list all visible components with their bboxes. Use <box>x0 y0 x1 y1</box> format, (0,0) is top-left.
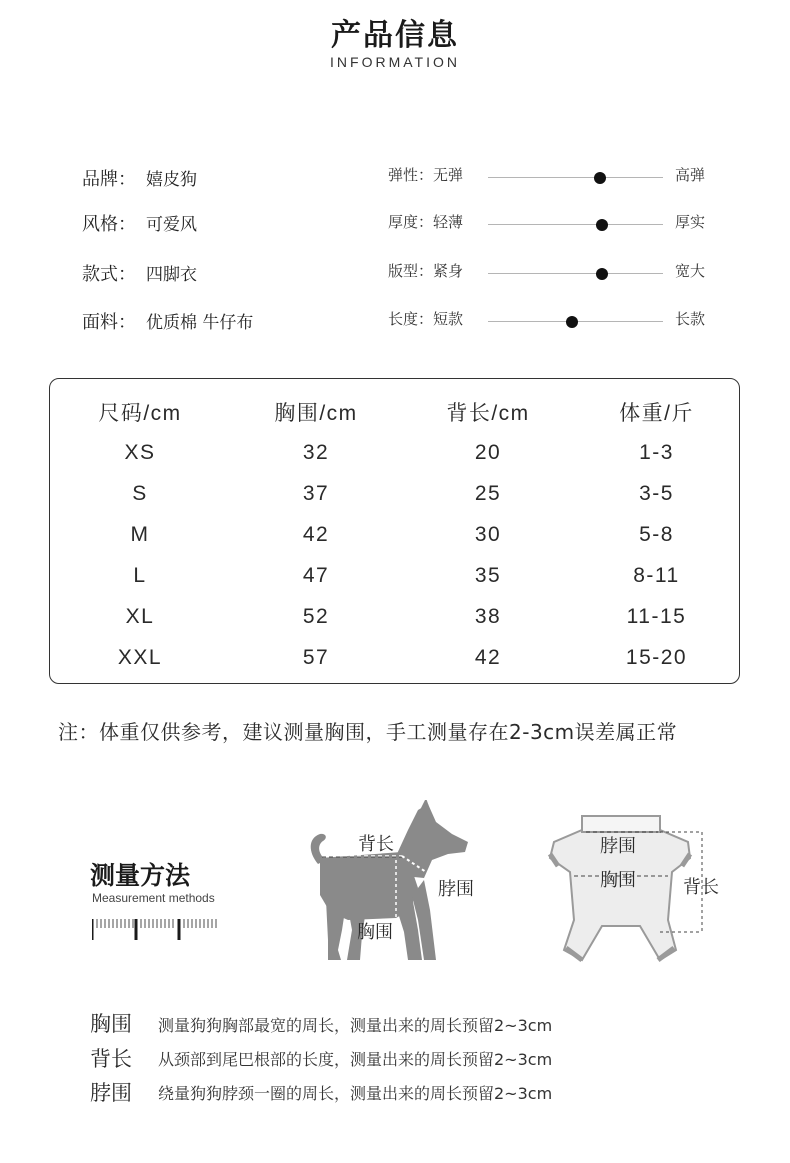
table-cell: 8-11 <box>633 563 680 587</box>
size-table-box <box>49 378 740 684</box>
table-cell: 1-3 <box>639 440 674 464</box>
attr-fabric <box>82 308 253 334</box>
size-table <box>50 391 739 678</box>
table-cell: M <box>130 522 150 546</box>
page-subtitle: INFORMATION <box>330 54 460 70</box>
desc-key: 脖围 <box>90 1081 132 1105</box>
scale-label: 长度：短款 <box>388 310 464 328</box>
attr-value: 四脚衣 <box>146 265 197 285</box>
table-cell: 3-5 <box>639 481 674 505</box>
desc-text: 从颈部到尾巴根部的长度，测量出来的周长预留2~3cm <box>158 1050 553 1069</box>
dog-back-label: 背长 <box>358 834 394 855</box>
attr-style <box>82 210 197 236</box>
scale-length <box>388 308 728 334</box>
scale-thickness <box>388 211 728 237</box>
method-subtitle: Measurement methods <box>92 891 215 905</box>
dog-chest-label: 胸围 <box>357 922 393 943</box>
desc-text: 测量狗狗胸部最宽的周长，测量出来的周长预留2~3cm <box>158 1016 553 1035</box>
table-cell: 47 <box>302 563 330 587</box>
table-header: 背长/cm <box>446 401 530 425</box>
attr-brand <box>82 165 197 191</box>
cloth-chest-label: 胸围 <box>600 870 636 891</box>
scale-line <box>488 177 663 178</box>
scale-line <box>488 273 663 274</box>
table-header: 胸围/cm <box>274 401 358 425</box>
table-row <box>50 555 739 596</box>
attr-key: 品牌： <box>82 169 136 190</box>
scale-dot <box>594 172 606 184</box>
table-cell: S <box>132 481 148 505</box>
table-cell: 42 <box>302 522 330 546</box>
table-cell: XXL <box>117 645 163 669</box>
scale-dot <box>596 219 608 231</box>
dog-neck-label: 脖围 <box>438 879 474 900</box>
scale-fit <box>388 260 728 286</box>
table-cell: 30 <box>474 522 502 546</box>
table-cell: 15-20 <box>625 645 688 669</box>
table-row <box>50 637 739 678</box>
attr-key: 风格： <box>82 214 136 235</box>
table-cell: XL <box>125 604 155 628</box>
scale-label: 弹性：无弹 <box>388 166 464 184</box>
attr-value: 嬉皮狗 <box>146 170 197 190</box>
attr-key: 面料： <box>82 312 136 333</box>
size-note: 注：体重仅供参考，建议测量胸围，手工测量存在2-3cm误差属正常 <box>58 720 678 744</box>
table-cell: 37 <box>302 481 330 505</box>
table-cell: 52 <box>302 604 330 628</box>
attr-key: 款式： <box>82 264 136 285</box>
table-header-row <box>50 391 739 432</box>
scale-line <box>488 224 663 225</box>
scale-right-label: 高弹 <box>675 166 706 184</box>
scale-elasticity <box>388 164 728 190</box>
desc-key: 胸围 <box>90 1012 132 1036</box>
desc-key: 背长 <box>90 1047 132 1071</box>
attr-value: 可爱风 <box>146 215 197 235</box>
table-row <box>50 473 739 514</box>
scale-label: 版型：紧身 <box>388 262 464 280</box>
attr-value: 优质棉 牛仔布 <box>146 313 254 333</box>
scale-label: 厚度：轻薄 <box>388 213 464 231</box>
scale-dot <box>596 268 608 280</box>
table-cell: 42 <box>474 645 502 669</box>
table-cell: 35 <box>474 563 502 587</box>
table-row <box>50 432 739 473</box>
attr-type <box>82 260 197 286</box>
table-row <box>50 514 739 555</box>
table-cell: 57 <box>302 645 330 669</box>
table-header: 体重/斤 <box>619 401 694 425</box>
ruler-icon <box>92 915 218 941</box>
scale-dot <box>566 316 578 328</box>
table-cell: 38 <box>474 604 502 628</box>
table-cell: XS <box>124 440 156 464</box>
scale-right-label: 厚实 <box>675 213 706 231</box>
table-cell: 32 <box>302 440 330 464</box>
table-cell: 25 <box>474 481 502 505</box>
table-cell: L <box>133 563 147 587</box>
cloth-neck-label: 脖围 <box>600 836 636 857</box>
table-row <box>50 596 739 637</box>
cloth-back-label: 背长 <box>683 877 719 898</box>
desc-text: 绕量狗狗脖颈一圈的周长，测量出来的周长预留2~3cm <box>158 1084 553 1103</box>
table-cell: 5-8 <box>639 522 674 546</box>
page-title: 产品信息 <box>331 18 459 53</box>
table-header: 尺码/cm <box>98 401 182 425</box>
scale-right-label: 宽大 <box>675 262 706 280</box>
scale-right-label: 长款 <box>675 310 706 328</box>
table-cell: 20 <box>474 440 502 464</box>
table-cell: 11-15 <box>626 604 687 628</box>
method-title: 测量方法 <box>90 861 191 890</box>
